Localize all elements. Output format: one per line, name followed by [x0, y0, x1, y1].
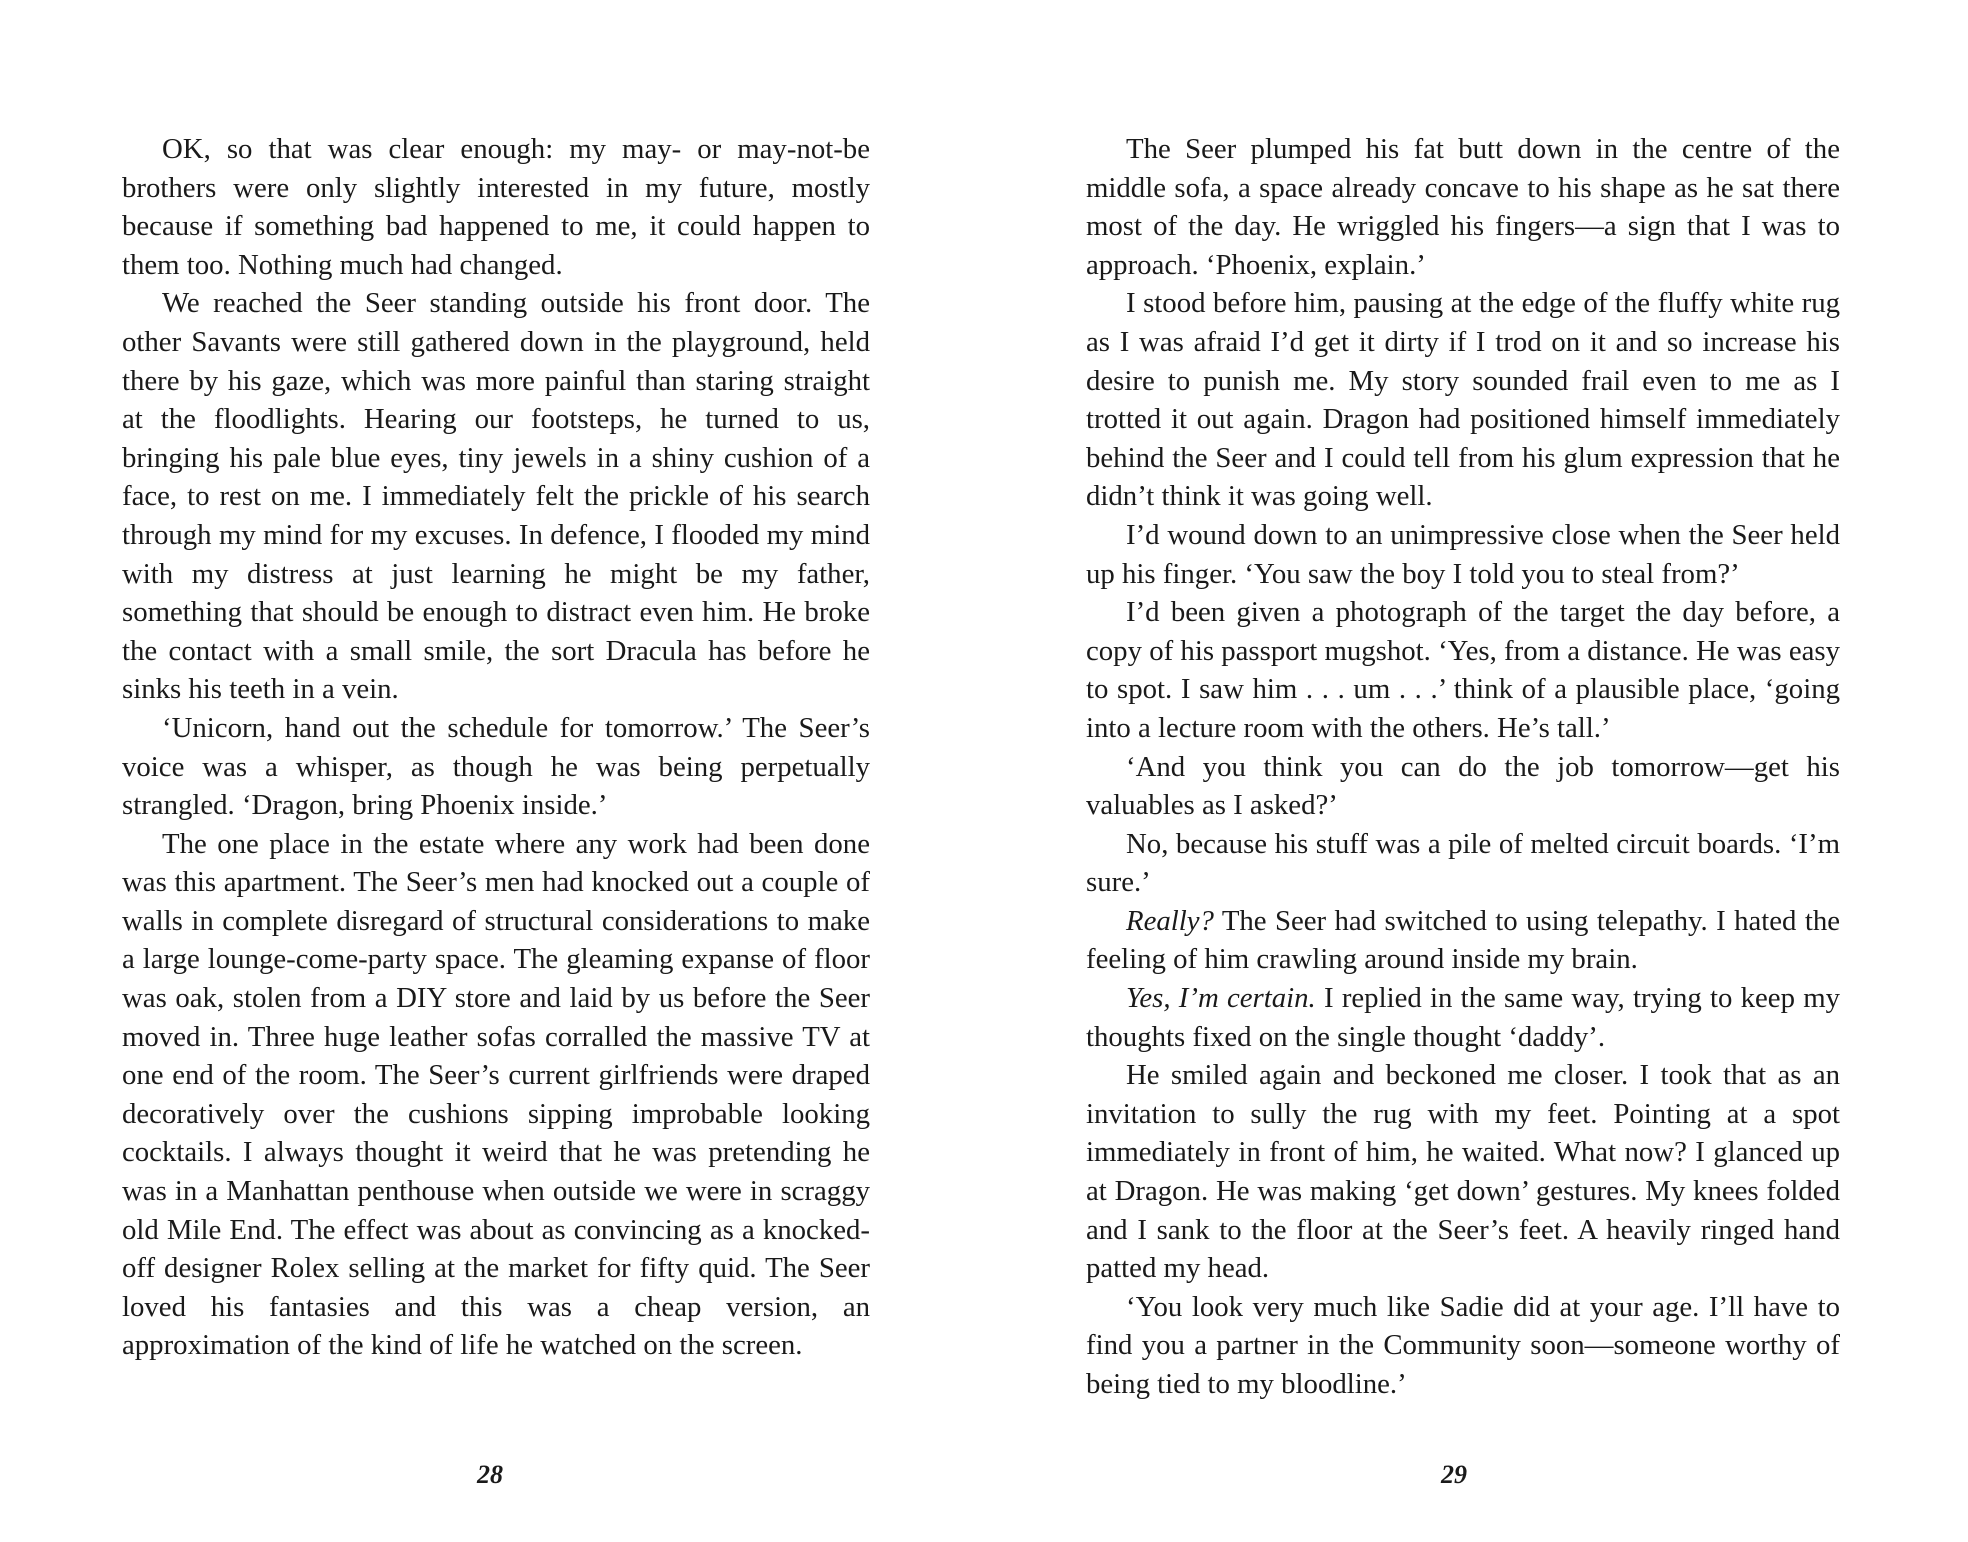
italic-phrase: Really? — [1126, 904, 1214, 937]
paragraph: I’d wound down to an unimpressive close when the Seer held up his finger. ‘You saw the boy I told you to steal from?’ — [1086, 518, 1840, 590]
left-page-text — [122, 130, 870, 1365]
page-number: 28 — [477, 1460, 503, 1489]
right-page-text — [1086, 130, 1840, 1404]
paragraph: The one place in the estate where any work had been done was this apartment. The Seer’s men had knocked out a couple of walls in complete disregard of structural considerations to make a large lounge-come-party space. The gleaming expanse of floor was oak, stolen from a DIY store and laid by us before the Seer moved in. Three huge leather sofas corralled the massive TV at one end of the room. The Seer’s current girlfriends were draped decoratively over the cushions sipping improbable looking cocktails. I always thought it weird that he was pretending he was in a Manhattan penthouse when outside we were in scraggy old Mile End. The effect was about as convincing as a knocked-off designer Rolex selling at the market for fifty quid. The Seer loved his fantasies and this was a cheap version, an approximation of the kind of life he watched on the screen. — [122, 827, 870, 1362]
paragraph: ‘And you think you can do the job tomorrow—get his valuables as I asked?’ — [1086, 750, 1840, 822]
paragraph: I’d been given a photograph of the target the day before, a copy of his passport mugshot. ‘Yes, from a distance. He was easy to spot. I saw him . . . um . . .’ think of a plausible place, ‘going into a lecture room with the others. He’s tall.’ — [1086, 596, 1840, 744]
paragraph: ‘Unicorn, hand out the schedule for tomorrow.’ The Seer’s voice was a whisper, as though he was being perpetually strangled. ‘Dragon, bring Phoenix inside.’ — [122, 711, 870, 822]
page-number: 29 — [1441, 1460, 1467, 1489]
paragraph: I stood before him, pausing at the edge of the fluffy white rug as I was afraid I’d get it dirty if I trod on it and so increase his desire to punish me. My story sounded frail even to me as I trotted it out again. Dragon had positioned himself immediately behind the Seer and I could tell from his glum expression that he didn’t think it was going well. — [1086, 287, 1840, 513]
italic-phrase: Yes, I’m certain. — [1126, 982, 1316, 1015]
right-page — [984, 0, 1968, 1542]
paragraph: We reached the Seer standing outside his front door. The other Savants were still gathered down in the playground, held there by his gaze, which was more painful than staring straight at the floodlights. Hearing our footsteps, he turned to us, bringing his pale blue eyes, tiny jewels in a shiny cushion of a face, to rest on me. I immediately felt the prickle of his search through my mind for my excuses. In defence, I flooded my mind with my distress at just learning he might be my father, something that should be enough to distract even him. He broke the contact with a small smile, the sort Dracula has before he sinks his teeth in a vein. — [122, 287, 870, 706]
paragraph: The Seer plumped his fat butt down in the centre of the middle sofa, a space already concave to his shape as he sat there most of the day. He wriggled his fingers—a sign that I was to approach. ‘Phoenix, explain.’ — [1086, 133, 1840, 281]
paragraph-text: I replied in the same way, trying to keep my thoughts fixed on the single thought ‘daddy’. — [1086, 982, 1840, 1053]
paragraph: OK, so that was clear enough: my may- or may-not-be brothers were only slightly interested in my future, mostly because if something bad happened to me, it could happen to them too. Nothing much had changed. — [122, 133, 870, 281]
paragraph: ‘You look very much like Sadie did at your age. I’ll have to find you a partner in the Community soon—someone worthy of being tied to my bloodline.’ — [1086, 1290, 1840, 1400]
paragraph — [1086, 979, 1840, 1056]
paragraph — [1086, 902, 1840, 979]
paragraph: He smiled again and beckoned me closer. I took that as an invitation to sully the rug with my feet. Pointing at a spot immediately in front of him, he waited. What now? I glanced up at Dragon. He was making ‘get down’ gestures. My knees folded and I sank to the floor at the Seer’s feet. A heavily ringed hand patted my head. — [1086, 1059, 1840, 1285]
paragraph: No, because his stuff was a pile of melted circuit boards. ‘I’m sure.’ — [1086, 827, 1840, 899]
paragraph-text: The Seer had switched to using telepathy. I hated the feeling of him crawling around inside my brain. — [1086, 904, 1840, 976]
